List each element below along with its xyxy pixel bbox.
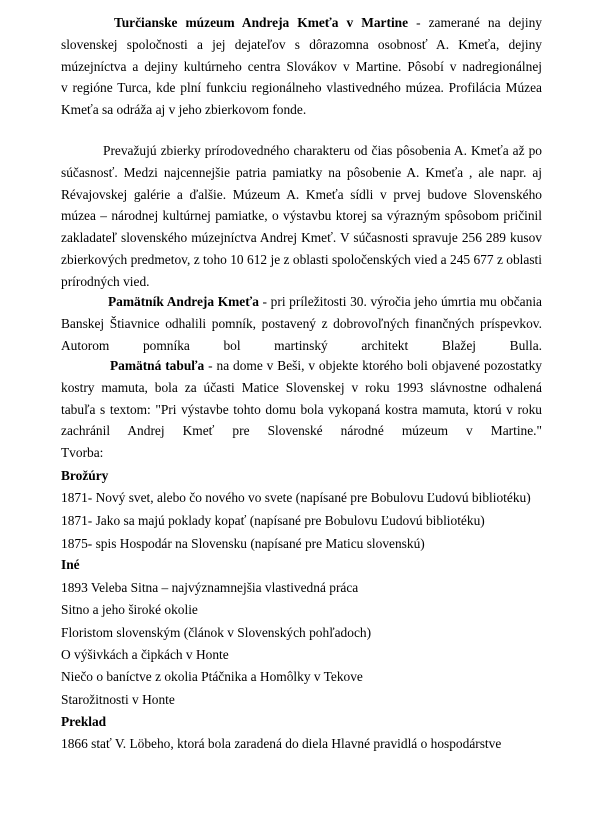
- list-item: 1871- Jako sa majú poklady kopať (napísané pre Bobulovu Ľudovú bibliotéku): [61, 513, 485, 528]
- text-line: zakladateľ slovenského múzejníctva Andrej Kmeť. V súčasnosti spravuje 256 289 kusov: [61, 230, 542, 246]
- paragraph-heading: Pamätná tabuľa: [110, 358, 205, 373]
- text-line: Tvorba:: [61, 445, 104, 461]
- paragraph-museum: [61, 12, 542, 121]
- text-span: - pri príležitosti 30. výročia jeho úmrtia mu občania: [258, 294, 542, 309]
- text-line: tabuľa s textom: "Pri výstavbe tohto domu bola vykopaná kostra mamuta, ktorú v roku: [61, 401, 542, 417]
- text-line: v regióne Turca, kde plní funkciu regionálneho vlastivedného múzea. Profilácia Múzea: [61, 80, 542, 96]
- list-item: 1871- Nový svet, alebo čo nového vo svete (napísané pre Bobulovu Ľudovú bibliotéku): [61, 490, 531, 505]
- text-line: slovenskej spoločnosti a jej dejateľov s dôrazomna osobnosť A. Kmeťa, dejiny: [61, 36, 542, 52]
- text-line: prírodných vied.: [61, 273, 150, 289]
- text-line: Kmeťa sa odráža aj v jeho zbierkovom fonde.: [61, 102, 307, 118]
- paragraph-memorial: [61, 291, 542, 356]
- text-line: Prevažujú zbierky prírodovedného charakteru od čias pôsobenia A. Kmeťa až po: [103, 143, 542, 158]
- text-line: [61, 12, 542, 34]
- section-title-brochures: Brožúry: [61, 468, 109, 483]
- list-item: 1875- spis Hospodár na Slovensku (napísané pre Maticu slovenskú): [61, 536, 425, 551]
- list-item: Niečo o baníctve z okolia Ptáčnika a Homôlky v Tekove: [61, 669, 363, 684]
- text-line: Autorom pomníka bol martinský architekt Blažej Bulla.: [61, 337, 542, 353]
- list-item: Floristom slovenským (článok v Slovenských pohľadoch): [61, 625, 372, 640]
- text-line: kostry mamuta, bola za účasti Matice Slovenskej v roku 1993 slávnostne odhalená: [61, 379, 542, 395]
- text-span: - na dome v Beši, v objekte ktorého boli objavené pozostatky: [204, 358, 542, 373]
- text-line: Révajovskej galérie a ďalšie. Múzeum A. Kmeťa sídli v prvej budove Slovenského: [61, 186, 542, 202]
- paragraph-heading: Pamätník Andreja Kmeťa: [108, 294, 259, 309]
- paragraph-collections: [61, 140, 542, 293]
- list-item: 1893 Veleba Sitna – najvýznamnejšia vlastivedná práca: [61, 580, 359, 595]
- text-line: múzea – národnej kultúrnej pamiatke, o výstavbu ktorej sa výrazným spôsobom pričinil: [61, 208, 542, 224]
- text-line: [61, 355, 542, 377]
- list-item: O výšivkách a čipkách v Honte: [61, 647, 229, 662]
- text-line: súčasnosť. Medzi najcennejšie patria pamiatky na pôsobenie A. Kmeťa , ale napr. aj: [61, 164, 542, 180]
- text-line: [61, 291, 542, 313]
- text-line: zachránil Andrej Kmeť pre Slovenské národné múzeum v Martine.": [61, 423, 542, 439]
- text-line: zbierkových predmetov, z toho 10 612 je z oblasti spoločenských vied a 245 677 z oblasti: [61, 251, 542, 267]
- section-title-other: Iné: [61, 557, 80, 572]
- list-item: 1866 stať V. Löbeho, ktorá bola zaradená do diela Hlavné pravidlá o hospodárstve: [61, 736, 502, 751]
- section-title-translation: Preklad: [61, 714, 107, 729]
- paragraph-heading: Turčianske múzeum Andreja Kmeťa v Martine: [114, 15, 409, 30]
- text-line: Banskej Štiavnice odhalili pomník, postavený z dobrovoľných finančných príspevkov.: [61, 315, 542, 331]
- paragraph-plaque: [61, 355, 542, 464]
- list-item: Sitno a jeho široké okolie: [61, 602, 198, 617]
- text-span: - zamerané na dejiny: [416, 15, 542, 30]
- list-item: Starožitnosti v Honte: [61, 692, 175, 707]
- text-line: múzejníctva a dejiny kultúrneho centra Slovákov v Martine. Pôsobí v nadregionálnej: [61, 58, 542, 74]
